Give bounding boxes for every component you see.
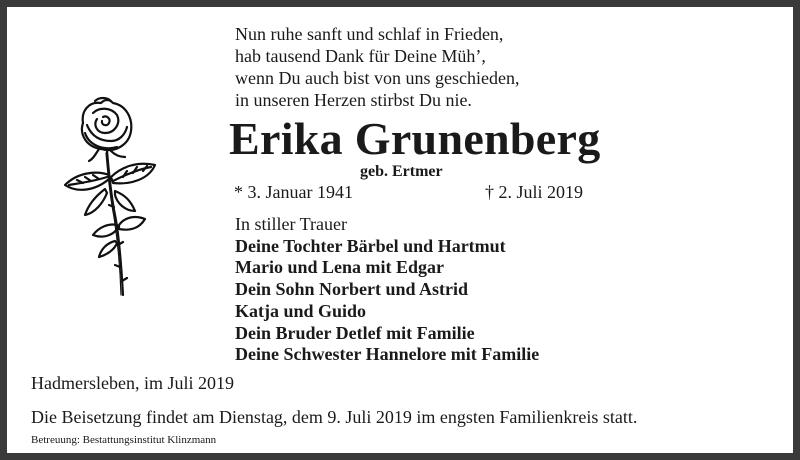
deceased-name: Erika Grunenberg [229,113,601,164]
birth-date: * 3. Januar 1941 [234,182,353,202]
place-date: Hadmersleben, im Juli 2019 [31,373,234,393]
mourner-line: Deine Schwester Hannelore mit Familie [235,344,540,365]
death-date: † 2. Juli 2019 [485,182,584,202]
poem [235,23,635,111]
funeral-home-credit: Betreuung: Bestattungsinstitut Klinzmann [31,434,217,446]
mourner-line: Mario und Lena mit Edgar [235,257,445,278]
mourner-line: Dein Bruder Detlef mit Familie [235,322,475,343]
poem-line: hab tausend Dank für Deine Müh’, [235,46,486,66]
rose-icon [59,95,179,300]
mourner-line: Deine Tochter Bärbel und Hartmut [235,235,506,256]
poem-line: Nun ruhe sanft und schlaf in Frieden, [235,24,504,44]
mourners-block [235,214,539,366]
maiden-name: geb. Ertmer [360,163,443,180]
mourner-line: Dein Sohn Norbert und Astrid [235,279,469,300]
funeral-note: Die Beisetzung findet am Dienstag, dem 9. Juli 2019 im engsten Familienkreis statt. [31,407,638,427]
mourning-intro: In stiller Trauer [235,214,347,234]
poem-line: in unseren Herzen stirbst Du nie. [235,90,472,110]
poem-line: wenn Du auch bist von uns geschieden, [235,68,520,88]
mourner-line: Katja und Guido [235,300,367,321]
